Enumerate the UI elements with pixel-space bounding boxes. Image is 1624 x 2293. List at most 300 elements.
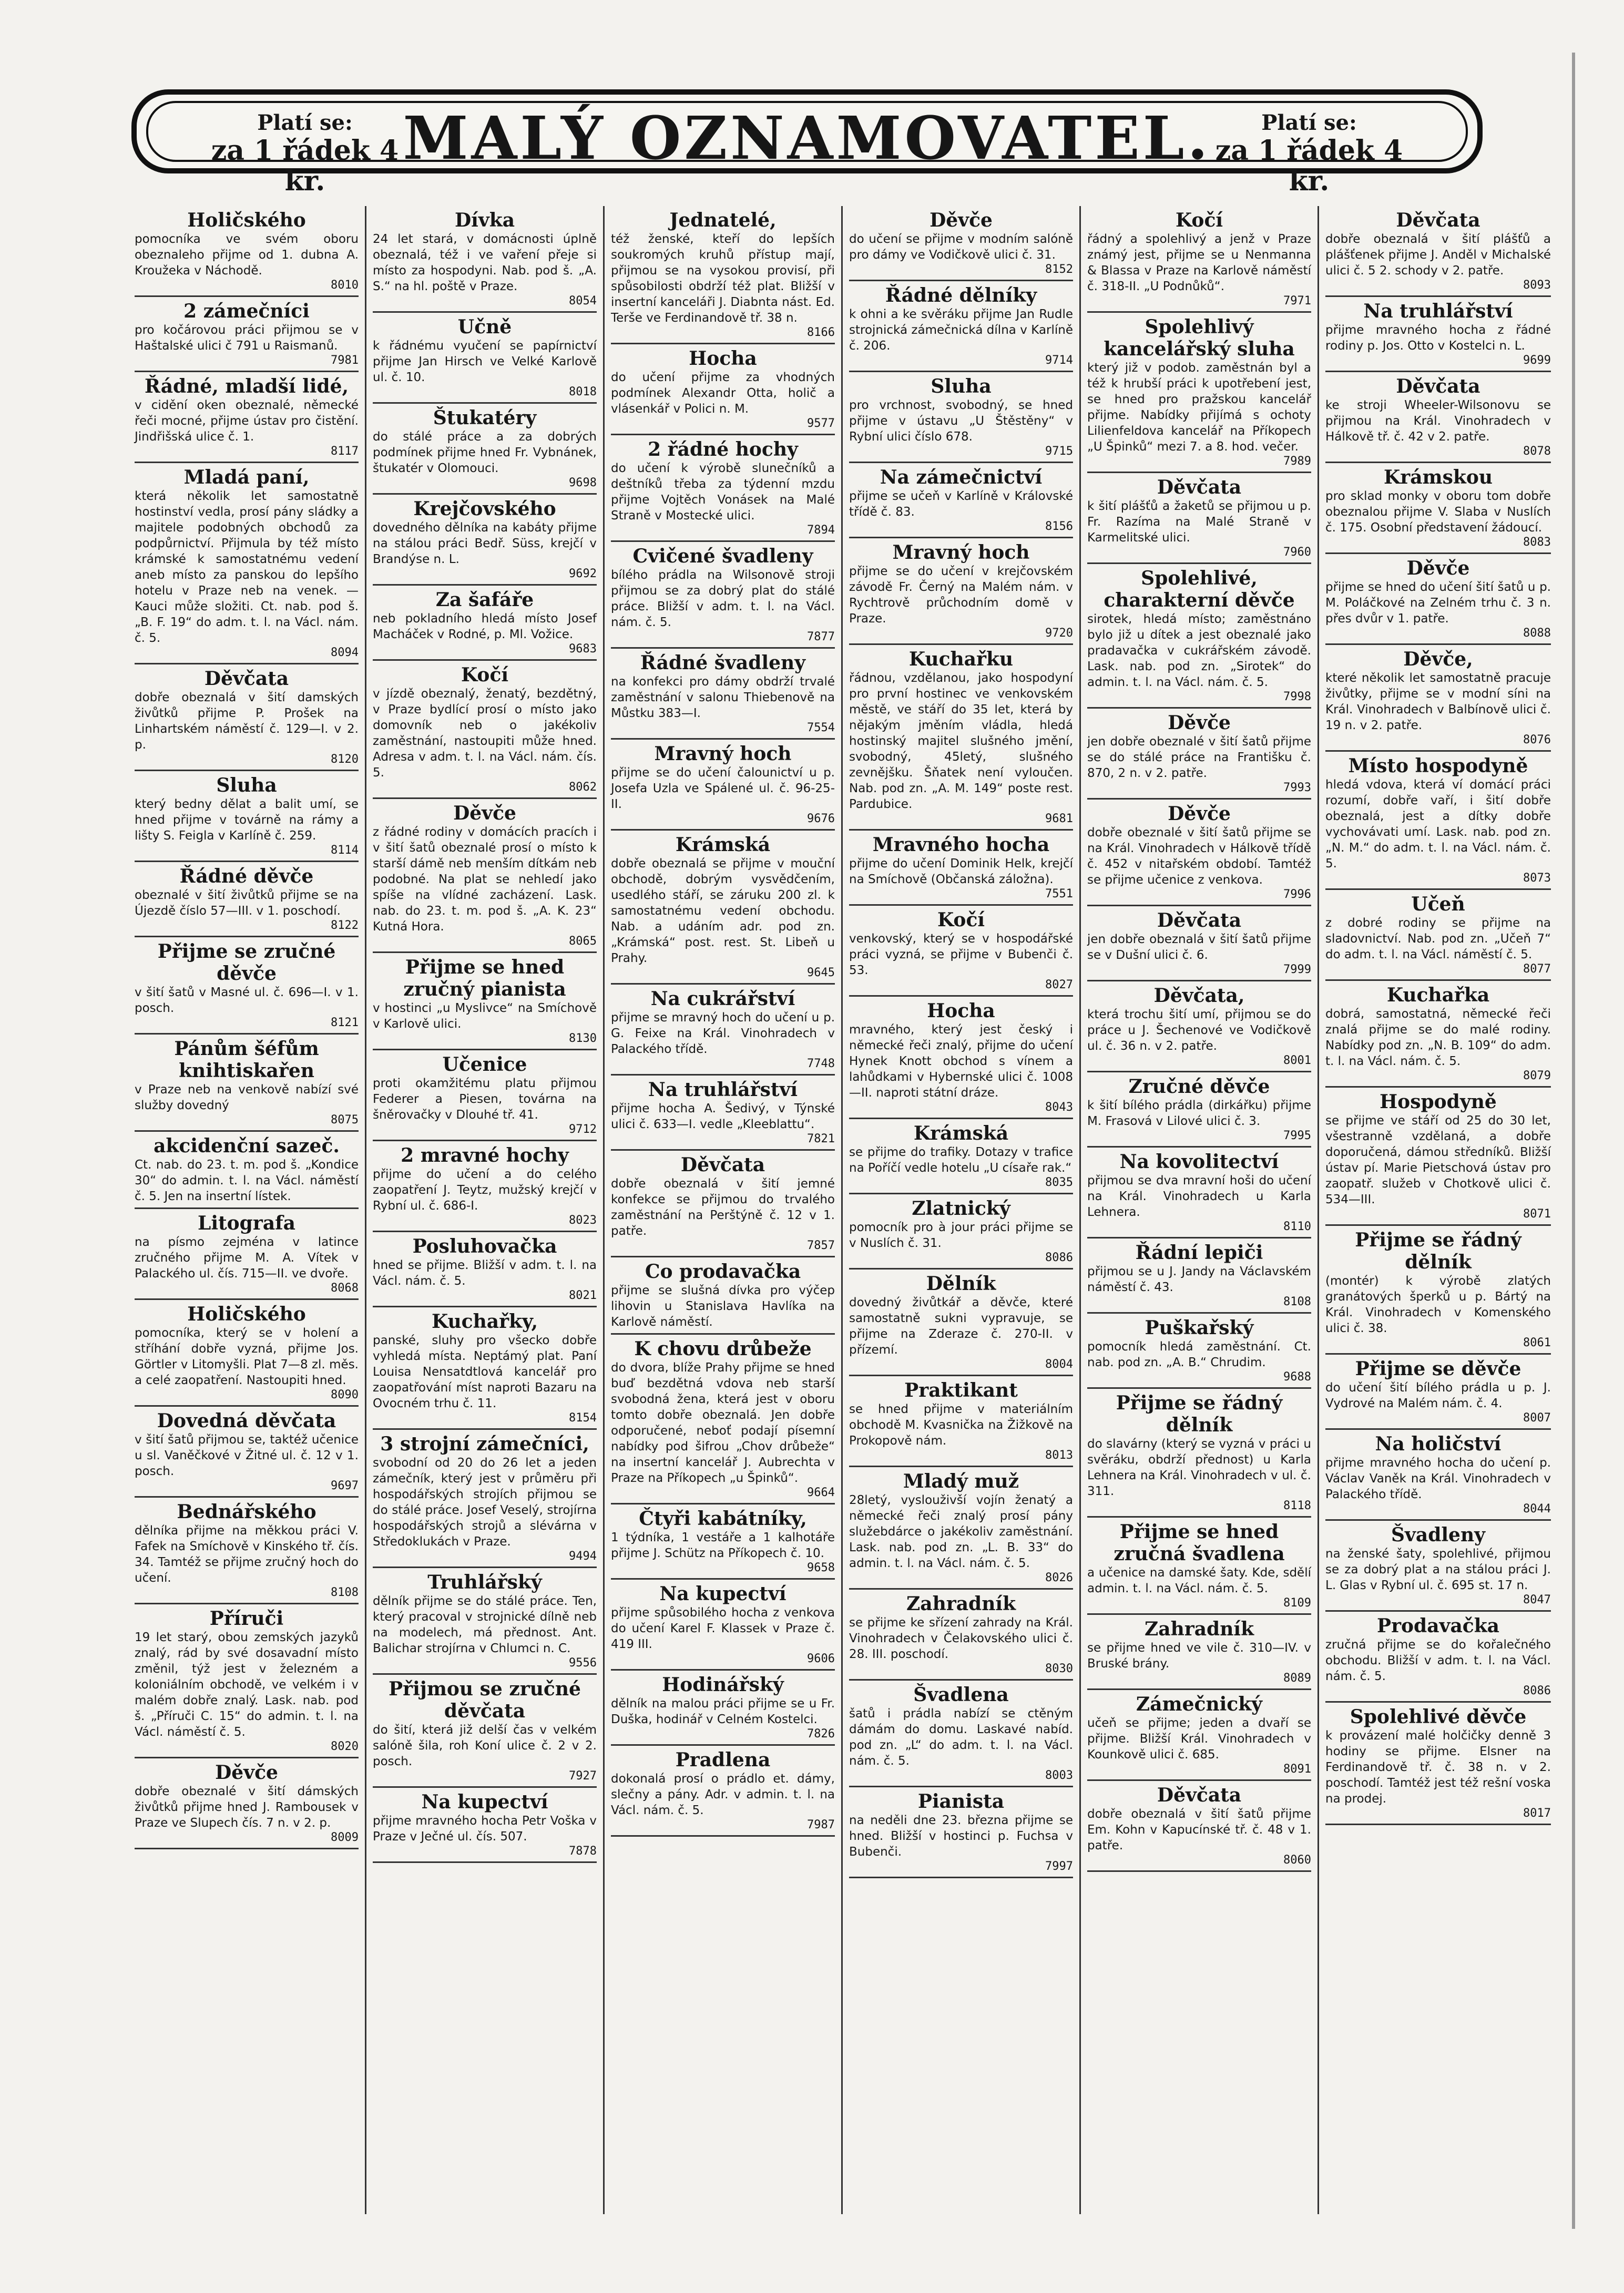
price-right-line1: Platí se: — [1261, 110, 1357, 135]
ad-body: která trochu šití umí, přijmou se do práce u J. Šechenové ve Vodičkově ul. č. 36 n. v 2. patře. — [1087, 1008, 1311, 1053]
ad-body: přijme se slušná dívka pro výčep lihovin u Stanislava Havlíka na Karlově náměstí. — [611, 1284, 835, 1329]
ad-heading: Děvčata — [204, 668, 289, 690]
ad-body: dokonalá prosí o prádlo et. dámy, slečny a pány. Adr. v admin. t. l. na Václ. nám. č. 5. — [611, 1772, 835, 1817]
ad-body: řádný a spolehlivý a jenž v Praze známý jest, přijme se u Nenmanna & Blassa v Praze na Karlově náměstí č. 318-II. „U Podnůků“. — [1087, 232, 1311, 293]
classified-ad — [849, 1681, 1073, 1787]
ad-body: 19 let starý, obou zemských jazyků znalý, rád by své dosavadní místo změnil, týž jest v železném a koloniálním obchodě, ve velkém i v malém dobře znalý. Lask. nab. pod š. „Příruči C. 15“ do admin. t. l. na Václ. náměstí č. 5. — [135, 1631, 359, 1739]
ad-heading: Přijme se řádný dělník — [1116, 1392, 1283, 1436]
classified-ad — [1087, 1072, 1311, 1148]
ad-number: 8004 — [1045, 1358, 1073, 1371]
ad-body: do učení k výrobě slunečníků a deštníků třeba za týdenní mzdu přijme Vojtěch Vonásek na Malé Straně v Mostecké ulici. — [611, 462, 835, 523]
classified-ad — [1325, 1355, 1551, 1430]
ad-number: 8091 — [1283, 1763, 1311, 1776]
classified-ad — [373, 1141, 597, 1232]
column-5 — [1081, 206, 1319, 2214]
classified-ad — [1087, 206, 1311, 313]
ad-heading: Sluha — [216, 774, 277, 796]
ad-number: 9606 — [807, 1652, 835, 1665]
ad-number: 7996 — [1283, 888, 1311, 901]
ad-heading: Přijme se hned zručný pianista — [403, 956, 566, 1000]
ad-body: zručná přijme se do kořalečného obchodu. Bližší v adm. t. l. na Václ. nám. č. 5. — [1325, 1638, 1551, 1683]
ad-body: se přijme ve stáří od 25 do 30 let, všestranně vzdělaná, a dobře doporučená, dámou středníků. Bližší ústav pí. Marie Pietschová ústav pro zaopatř. služeb v Chotkově ulici č. 534—III. — [1325, 1114, 1551, 1206]
column-4 — [843, 206, 1081, 2214]
classified-ad — [611, 1151, 835, 1257]
classified-ad — [611, 1580, 835, 1671]
ad-number: 8079 — [1523, 1069, 1551, 1082]
classified-ad — [849, 1787, 1073, 1878]
classified-ad — [849, 538, 1073, 645]
ad-number: 9688 — [1283, 1370, 1311, 1384]
ad-body: pomocníka, který se v holení a stříhání dobře vyzná, přijme Jos. Görtler v Litomyšli. Plat 7—8 zl. měs. a celé zaopatření. Nastoupiti hned. — [135, 1326, 359, 1387]
ad-number: 7987 — [807, 1818, 835, 1831]
ad-body: přijme se hned do učení šití šatů u p. M. Poláčkové na Zelném trhu č. 3 n. přes dvůr v 1. patře. — [1325, 580, 1551, 626]
ad-heading: Krámská — [913, 1122, 1009, 1144]
ad-number: 8003 — [1045, 1769, 1073, 1782]
ad-body: obeznalé v šití živůtků přijme se na Újezdě číslo 57—III. v 1. poschodí. — [135, 888, 359, 918]
ad-number: 7857 — [807, 1239, 835, 1252]
ad-number: 8001 — [1283, 1054, 1311, 1067]
ad-number: 7993 — [1283, 781, 1311, 794]
classified-ad — [1087, 981, 1311, 1072]
ad-number: 8018 — [569, 385, 597, 398]
ad-body: na neděli dne 23. března přijme se hned. Bližší v hostinci p. Fuchsa v Bubenči. — [849, 1814, 1073, 1859]
ad-body: dobře obeznalá v šití plášťů a plášťenek přijme J. Anděl v Michalské ulici č. 5 2. schody v 2. patře. — [1325, 232, 1551, 278]
column-1 — [128, 206, 366, 2214]
classified-ad — [373, 1430, 597, 1568]
ad-number: 8021 — [569, 1289, 597, 1302]
classified-ad — [135, 1407, 359, 1498]
ad-number: 8152 — [1045, 263, 1073, 276]
ad-body: hledá vdova, která ví domácí práci rozumí, dobře vaří, i šití dobře obeznalá, jest a dítky dobře vychovávati umí. Lask. nab. pod zn. „N. M.“ do adm. t. l. na Václ. nám. č. 5. — [1325, 778, 1551, 871]
ad-heading: Prodavačka — [1377, 1615, 1499, 1637]
ad-number: 8086 — [1045, 1251, 1073, 1264]
ad-number: 7960 — [1283, 546, 1311, 559]
ad-body: přijme hocha A. Šedivý, v Týnské ulici č. 633—I. vedle „Kleeblattu“. — [611, 1102, 835, 1131]
ad-number: 9645 — [807, 966, 835, 979]
ad-heading: Řádní lepiči — [1135, 1242, 1263, 1264]
ad-body: v jízdě obeznalý, ženatý, bezdětný, v Praze bydlící prosí o místo jako domovník neb o jakékoliv zaměstnání, nastoupiti může hned. Adresa v adm. t. l. na Václ. nám. čís. 5. — [373, 687, 597, 780]
ad-heading: Posluhovačka — [412, 1235, 557, 1257]
classified-ad — [849, 831, 1073, 906]
classified-ad — [1325, 463, 1551, 554]
classified-ad — [1325, 1226, 1551, 1355]
ad-heading: Hocha — [689, 347, 757, 370]
ad-body: k šití bílého prádla (dirkářku) přijme M. Frasová v Lilové ulici č. 3. — [1087, 1099, 1311, 1128]
ad-heading: Přijme se zručné děvče — [157, 940, 336, 985]
ad-number: 8027 — [1045, 978, 1073, 991]
ad-number: 8020 — [331, 1740, 359, 1753]
classified-ad — [611, 1257, 835, 1335]
classified-ad — [611, 1504, 835, 1580]
ad-heading: 2 zámečníci — [183, 300, 310, 322]
ad-body: z řádné rodiny v domácích pracích i v šití šatů obeznalé prosí o místo k starší dámě neb menším dítkám neb podobné. Na plat se nehledí jako spíše na vlídné zacházení. Lask. nab. do 23. t. m. pod š. „A. K. 23“ Kutná Hora. — [373, 825, 597, 934]
ad-number: 7877 — [807, 630, 835, 643]
classified-ad — [611, 1671, 835, 1746]
ad-body: přijme se mravný hoch do učení u p. G. Feixe na Král. Vinohradech v Palackého třídě. — [611, 1011, 835, 1056]
ad-number: 9556 — [569, 1656, 597, 1670]
ad-number: 8088 — [1523, 627, 1551, 640]
ad-body: pomocník pro à jour práci přijme se v Nuslích č. 31. — [849, 1221, 1073, 1250]
ad-heading: Na kovolitectví — [1119, 1151, 1279, 1173]
ad-body: sirotek, hledá místo; zaměstnáno bylo již u dítek a jest obeznalé jako pradavačka v cukrářském závodě. Lask. nab. pod zn. „Sirotek“ do admin. t. l. na Václ. nám. č. 5. — [1087, 612, 1311, 689]
ad-number: 8013 — [1045, 1449, 1073, 1462]
ad-heading: Pradlena — [675, 1749, 771, 1771]
ad-number: 8083 — [1523, 536, 1551, 549]
classified-ad — [611, 740, 835, 831]
ad-number: 8060 — [1283, 1854, 1311, 1867]
classified-ad — [1087, 564, 1311, 709]
ad-heading: Kuchařku — [908, 648, 1014, 670]
ad-number: 9712 — [569, 1123, 597, 1136]
classified-ad — [849, 1194, 1073, 1270]
classified-ad — [373, 1675, 597, 1788]
ad-heading: Kočí — [937, 909, 985, 931]
classified-ad — [849, 372, 1073, 463]
classified-ad — [373, 1307, 597, 1430]
classified-ad — [373, 495, 597, 586]
ad-heading: Zámečnický — [1136, 1693, 1263, 1715]
ad-heading: K chovu drůbeže — [634, 1338, 812, 1360]
ad-body: přijme mravného hocha do učení p. Václav Vaněk na Král. Vinohradech v Palackého třídě. — [1325, 1456, 1551, 1501]
ad-heading: Bednářského — [177, 1501, 316, 1523]
classified-ad — [611, 1076, 835, 1151]
ad-body: se přijme ke sřízení zahrady na Král. Vinohradech v Čelakovského ulici č. 28. III. poschodí. — [849, 1616, 1073, 1661]
ad-body: venkovský, který se v hospodářské práci vyzná, se přijme v Bubenči č. 53. — [849, 932, 1073, 977]
ad-body: přijme se do učení v krejčovském závodě Fr. Černý na Malém nám. v Rychtrově průchodním domě v Praze. — [849, 565, 1073, 626]
classified-ad — [1325, 890, 1551, 981]
classified-ad — [373, 313, 597, 404]
ad-number: 7971 — [1283, 294, 1311, 308]
ad-heading: Místo hospodyně — [1348, 755, 1528, 777]
ad-number: 9494 — [569, 1550, 597, 1563]
classified-ad — [1325, 1088, 1551, 1226]
masthead — [131, 89, 1483, 197]
ad-body: proti okamžitému platu přijmou Federer a Piesen, továrna na šněrovačky v Dlouhé tř. 41. — [373, 1077, 597, 1122]
ad-heading: Řádné, mladší lidé, — [144, 375, 349, 397]
ad-heading: Přijme se děvče — [1355, 1358, 1521, 1380]
ad-body: která několik let samostatně hostinství vedla, prosí pány sládky a majitele podobných obchodů za podpůrnictví. Přijmula by též místo krámské k samostatnému vedení aneb místo za panskou do lepšího hotelu v Praze neb na venek. — Kauci může složiti. Ct. nab. pod š. „B. F. 19“ do adm. t. l. na Václ. nám. č. 5. — [135, 489, 359, 645]
classified-ad — [135, 862, 359, 937]
classified-ad — [135, 372, 359, 463]
classified-ad — [849, 645, 1073, 831]
ad-number: 8061 — [1523, 1336, 1551, 1349]
classified-columns — [128, 206, 1559, 2214]
ad-heading: Švadlena — [913, 1684, 1009, 1706]
ad-heading: Na holičství — [1375, 1433, 1502, 1455]
ad-body: který již v podob. zaměstnán byl a též k hrubší práci k upotřebení jest, se hned pro pražskou kancelář přijme. Nabídky přijímá s ochoty Lilienfeldova kancelář na Příkopech „U Špinků“ mezi 7. a 8. hod. večer. — [1087, 361, 1311, 454]
ad-number: 8108 — [1283, 1295, 1311, 1308]
ad-heading: Sluha — [931, 375, 992, 397]
classified-ad — [1325, 981, 1551, 1088]
classified-ad — [1087, 1781, 1311, 1872]
ad-heading: Na kupectví — [659, 1583, 787, 1605]
ad-heading: Spolehlivý kancelářský sluha — [1104, 316, 1295, 360]
classified-ad — [1325, 1430, 1551, 1521]
classified-ad — [373, 206, 597, 313]
classified-ad — [1325, 206, 1551, 297]
ad-heading: Učenice — [442, 1053, 527, 1076]
classified-ad — [1325, 752, 1551, 890]
classified-ad — [1087, 473, 1311, 564]
ad-heading: Dělník — [926, 1273, 996, 1295]
ad-heading: Příruči — [209, 1608, 284, 1630]
ad-heading: Švadleny — [1391, 1524, 1486, 1546]
page-edge-shadow — [1572, 53, 1575, 2229]
ad-heading: Spolehlivé děvče — [1350, 1706, 1527, 1728]
ad-body: pomocníka ve svém oboru obeznaleho přijme od 1. dubna A. Kroužeka v Náchodě. — [135, 232, 359, 278]
ad-heading: Učně — [457, 316, 512, 338]
ad-body: ke stroji Wheeler-Wilsonovu se přijmou na Král. Vinohradech v Hálkově tř. č. 42 v 2. patře. — [1325, 398, 1551, 444]
classified-ad — [849, 1376, 1073, 1467]
ad-heading: Praktikant — [904, 1379, 1018, 1401]
ad-body: do učení se přijme v modním salóně pro dámy ve Vodičkově ulici č. 31. — [849, 232, 1073, 262]
ad-heading: Na truhlářství — [648, 1079, 798, 1101]
ad-body: přijme mravného hocha z řádné rodiny p. Jos. Otto v Kostelci n. L. — [1325, 323, 1551, 353]
classified-ad — [611, 1335, 835, 1504]
ad-heading: Učeň — [1411, 893, 1465, 915]
ad-heading: Na cukrářství — [650, 988, 795, 1010]
ad-heading: akcidenční sazeč. — [154, 1135, 340, 1157]
ad-body: k šití plášťů a žaketů se přijmou u p. Fr. Razíma na Malé Straně v Karmelitské ulici. — [1087, 499, 1311, 545]
classified-ad — [849, 206, 1073, 281]
ad-number: 8154 — [569, 1411, 597, 1425]
ad-body: přijme se učeň v Karlíně v Královské třídě č. 83. — [849, 489, 1073, 519]
ad-number: 9676 — [807, 812, 835, 825]
classified-ad — [611, 542, 835, 649]
classified-ad — [135, 1498, 359, 1604]
ad-body: na písmo zejména v latince zručného přijme M. A. Vítek v Palackého ul. čís. 715—II. ve dvoře. — [135, 1235, 359, 1281]
ad-heading: Na zámečnictví — [880, 466, 1043, 488]
ad-number: 8094 — [331, 646, 359, 659]
ad-heading: Řádné děvče — [179, 865, 314, 887]
ad-heading: Cvičené švadleny — [632, 545, 813, 567]
ad-heading: Děvče — [453, 802, 516, 824]
ad-body: dovedný živůtkář a děvče, které samostatně sukni vypravuje, se přijme na Zderaze č. 270-II. v přízemí. — [849, 1296, 1073, 1357]
ad-body: na konfekci pro dámy obdrží trvalé zaměstnání v salonu Thiebenově na Můstku 383—I. — [611, 675, 835, 720]
classified-ad — [1087, 1690, 1311, 1781]
classified-ad — [1087, 709, 1311, 800]
ad-heading: Děvče, — [1403, 648, 1473, 670]
ad-number: 8109 — [1283, 1596, 1311, 1610]
classified-ad — [849, 463, 1073, 538]
ad-number: 9698 — [569, 476, 597, 489]
classified-ad — [1325, 1612, 1551, 1703]
ad-body: 28letý, vyslouživší vojín ženatý a německé řeči znalý prosí pány služebdárce o jakékoliv zaměstnání. Lask. nab. pod zn. „L. B. 33“ do admin. t. l. na Václ. nám. č. 5. — [849, 1493, 1073, 1570]
ad-body: v Praze neb na venkově nabízí své služby dovedný — [135, 1083, 359, 1112]
classified-ad — [373, 1788, 597, 1863]
ad-number: 8071 — [1523, 1207, 1551, 1221]
ad-body: dělník na malou práci přijme se u Fr. Duška, hodinář v Celném Kostelci. — [611, 1697, 835, 1726]
ad-heading: Děvčata — [1396, 375, 1480, 397]
classified-ad — [1325, 372, 1551, 463]
ad-body: bílého prádla na Wilsonově stroji přijmou se za dobrý plat do stálé práce. Bližší v adm. t. l. na Václ. nám. č. 5. — [611, 568, 835, 629]
classified-ad — [1087, 1238, 1311, 1314]
ad-number: 8118 — [1283, 1499, 1311, 1512]
ad-body: dobrá, samostatná, německé řeči znalá přijme se do malé rodiny. Nabídky pod zn. „N. B. 109“ do adm. t. l. na Václ. nám. č. 5. — [1325, 1007, 1551, 1068]
classified-ad — [135, 206, 359, 297]
ad-number: 8110 — [1283, 1220, 1311, 1233]
ad-heading: Řádné dělníky — [885, 284, 1037, 306]
classified-ad — [611, 435, 835, 542]
classified-ad — [135, 463, 359, 664]
ad-number: 8078 — [1523, 445, 1551, 458]
classified-ad — [849, 1467, 1073, 1590]
ad-number: 8108 — [331, 1586, 359, 1599]
ad-number: 7554 — [807, 721, 835, 734]
ad-body: přijme spůsobilého hocha z venkova do učení Karel F. Klassek v Praze č. 419 III. — [611, 1606, 835, 1651]
ad-body: panské, sluhy pro všecko dobře vyhledá místa. Neptámý plat. Paní Louisa Nensatdtlová kancelář pro zaopatřování míst naproti Bazaru na Ovocném trhu č. 11. — [373, 1334, 597, 1410]
classified-ad — [373, 1568, 597, 1675]
ad-number: 7878 — [569, 1845, 597, 1858]
classified-ad — [1087, 1314, 1311, 1389]
ad-heading: Spolehlivé, charakterní děvče — [1104, 567, 1295, 611]
classified-ad — [611, 1746, 835, 1837]
classified-ad — [373, 799, 597, 953]
ad-number: 8117 — [331, 445, 359, 458]
ad-body: neb pokladního hledá místo Josef Macháček v Rodné, p. Ml. Vožice. — [373, 612, 597, 641]
ad-body: svobodní od 20 do 26 let a jeden zámečník, který jest v průměru při hospodářských strojích přijmou se do stálé práce. Josef Veselý, strojírna hospodářských strojů a slévárna v Středoklukách v Praze. — [373, 1456, 597, 1549]
ad-body: a učenice na damské šaty. Kde, sdělí admin. t. l. na Václ. nám. č. 5. — [1087, 1566, 1311, 1595]
ad-body: jen dobře obeznalá v šití šatů přijme se v Dušní ulici č. 6. — [1087, 933, 1311, 962]
ad-heading: Kuchařka — [1386, 984, 1490, 1006]
ad-number: 8073 — [1523, 872, 1551, 885]
ad-number: 8090 — [331, 1388, 359, 1401]
ad-heading: Zahradník — [1144, 1618, 1254, 1640]
ad-heading: Děvče — [215, 1762, 278, 1784]
classified-ad — [135, 297, 359, 372]
ad-heading: Děvčata — [680, 1154, 765, 1176]
column-2 — [366, 206, 605, 2214]
ad-number: 9681 — [1045, 812, 1073, 825]
ad-body: dobře obeznalá v šití damských živůtků přijme P. Prošek na Linhartském náměstí č. 129—I. v 2. p. — [135, 691, 359, 752]
ad-heading: Pánům šéfům knihtiskařen — [174, 1038, 319, 1082]
ad-heading: Děvčata — [1157, 476, 1242, 498]
ad-number: 8086 — [1523, 1684, 1551, 1697]
ad-heading: Řádné švadleny — [640, 652, 806, 674]
ad-body: v šití šatů v Masné ul. č. 696—I. v 1. posch. — [135, 986, 359, 1015]
ad-body: k ohni a ke svěráku přijme Jan Rudle strojnická zámečnická dílna v Karlíně č. 206. — [849, 308, 1073, 353]
classified-ad — [135, 1209, 359, 1300]
classified-ad — [1087, 313, 1311, 473]
ad-number: 8054 — [569, 294, 597, 308]
classified-ad — [373, 1050, 597, 1141]
ad-body: do učení šití bílého prádla u p. J. Vydrové na Malém nám. č. 4. — [1325, 1381, 1551, 1410]
classified-ad — [1325, 1521, 1551, 1612]
ad-body: učeň se přijme; jeden a dvaří se přijme. Bližší Král. Vinohradech v Kounkově ulici č. 685. — [1087, 1716, 1311, 1762]
ad-heading: Mladá paní, — [183, 466, 310, 488]
ad-number: 7999 — [1283, 963, 1311, 976]
ad-body: Ct. nab. do 23. t. m. pod š. „Kondice 30“ do admin. t. l. na Václ. náměstí č. 5. Jen na insertní lístek. — [135, 1158, 359, 1203]
ad-heading: Dívka — [454, 209, 515, 231]
ad-body: se přijme hned ve vile č. 310—IV. v Bruské brány. — [1087, 1641, 1311, 1671]
classified-ad — [373, 586, 597, 661]
classified-ad — [1325, 1703, 1551, 1825]
ad-body: dobře obeznalá v šití jemné konfekce se přijmou do trvalého zaměstnání na Perštýně č. 12 v 1. patře. — [611, 1177, 835, 1238]
ad-body: dobře obeznalá se přijme v mouční obchodě, dobrým vysvědčením, usedlého stáří, se záruku 200 zl. k samostatnému vedení obchodu. Nab. a udáním adr. pod zn. „Krámská“ post. rest. St. Libeň u Prahy. — [611, 857, 835, 965]
ad-body: na ženské šaty, spolehlivé, přijmou se za dobrý plat a na stálou práci J. L. Glas v Rybní ul. č. 695 st. 17 n. — [1325, 1547, 1551, 1592]
ad-number: 8026 — [1045, 1571, 1073, 1584]
ad-number: 8068 — [331, 1282, 359, 1295]
ad-number: 8062 — [569, 781, 597, 794]
classified-ad — [849, 1270, 1073, 1376]
ad-heading: Děvče — [1406, 557, 1470, 579]
ad-number: 9714 — [1045, 354, 1073, 367]
classified-ad — [135, 1132, 359, 1209]
ad-body: šatů i prádla nabízí se ctěným dámám do domu. Laskavé nabíd. pod zn. „L“ do adm. t. l. na Václ. nám. č. 5. — [849, 1707, 1073, 1768]
ad-body: přijmou se u J. Jandy na Václavském náměstí č. 43. — [1087, 1265, 1311, 1294]
ad-heading: Krámskou — [1383, 466, 1493, 488]
ad-number: 8065 — [569, 935, 597, 948]
ad-body: též ženské, kteří do lepších soukromých kruhů přístup mají, přijmou se na vysokou provisí, při spůsobilosti obdrží též plat. Bližší v insertní kanceláři J. Diabnta nást. Ed. Terše ve Ferdinandově tř. 38 n. — [611, 232, 835, 325]
ad-number: 8010 — [331, 279, 359, 292]
ad-body: do učení přijme za vhodných podmínek Alexandr Otta, holič a vlásenkář v Polici n. M. — [611, 371, 835, 416]
ad-number: 7894 — [807, 524, 835, 537]
ad-number: 9683 — [569, 642, 597, 656]
ad-number: 8156 — [1045, 520, 1073, 533]
ad-heading: Mravného hocha — [872, 834, 1050, 856]
ad-body: přijmou se dva mravní hoši do učení na Král. Vinohradech u Karla Lehnera. — [1087, 1174, 1311, 1219]
ad-heading: Přijmou se zručné děvčata — [389, 1678, 581, 1722]
ad-body: v cidění oken obeznalé, německé řeči mocné, přijme ústav pro čistění. Jindřišská ulice č. 1. — [135, 398, 359, 444]
ad-number: 8089 — [1283, 1672, 1311, 1685]
ad-body: přijme se do učení čalounictví u p. Josefa Uzla ve Spálené ul. č. 96-25-II. — [611, 766, 835, 811]
ad-body: dobře obeznalá v šití šatů přijme Em. Kohn v Kapucínské tř. č. 48 v 1. patře. — [1087, 1807, 1311, 1852]
column-6 — [1319, 206, 1557, 2214]
ad-body: přijme mravného hocha Petr Voška v Praze v Ječné ul. čís. 507. — [373, 1814, 597, 1844]
ad-number: 9577 — [807, 417, 835, 430]
ad-body: dobře obeznalé v šití šatů přijme se na Král. Vinohradech v Hálkově třídě č. 452 v nitařském období. Tamtéž se přijme učenice z venkova. — [1087, 826, 1311, 887]
column-3 — [605, 206, 843, 2214]
ad-number: 8007 — [1523, 1411, 1551, 1425]
ad-heading: Přijme se hned zručná švadlena — [1114, 1521, 1285, 1565]
ad-body: (montér) k výrobě zlatých granátových šperků u p. Bártý na Král. Vinohradech v Komenského ulici č. 38. — [1325, 1274, 1551, 1335]
classified-ad — [135, 771, 359, 862]
ad-heading: Mravný hoch — [654, 743, 792, 765]
ad-number: 8035 — [1045, 1176, 1073, 1189]
ad-number: 7989 — [1283, 455, 1311, 468]
ad-number: 8017 — [1523, 1807, 1551, 1820]
ad-body: v šití šatů přijmou se, taktéž učenice u sl. Vaněčkové v Žitné ul. č. 12 v 1. posch. — [135, 1433, 359, 1478]
ad-number: 8130 — [569, 1032, 597, 1045]
ad-heading: Čtyři kabátníky, — [639, 1508, 807, 1530]
ad-heading: 2 mravné hochy — [401, 1144, 569, 1166]
ad-body: mravného, který jest český i německé řeči znalý, přijme do učení Hynek Knott obchod s vínem a lahůdkami v Hybernské ulici č. 1008—II. naproti státní dráze. — [849, 1023, 1073, 1100]
ad-number: 9715 — [1045, 445, 1073, 458]
ad-heading: Dovedná děvčata — [157, 1410, 336, 1432]
ad-body: do stálé práce a za dobrých podmínek přijme hned Fr. Vybnánek, štukatér v Olomouci. — [373, 430, 597, 475]
classified-ad — [849, 1119, 1073, 1194]
ad-body: dobře obeznalé v šití dámských živůtků přijme hned J. Rambousek v Praze ve Slupech čís. 7 n. v 2. p. — [135, 1785, 359, 1830]
classified-ad — [1325, 554, 1551, 645]
classified-ad — [135, 937, 359, 1035]
ad-heading: Holičského — [187, 209, 306, 231]
ad-number: 8166 — [807, 326, 835, 339]
ad-heading: Zahradník — [906, 1593, 1016, 1615]
ad-heading: 2 řádné hochy — [648, 438, 798, 460]
price-left-line1: Platí se: — [257, 110, 353, 135]
classified-ad — [1087, 800, 1311, 906]
ad-number: 9697 — [331, 1479, 359, 1492]
classified-ad — [849, 1590, 1073, 1681]
ad-heading: Přijme se řádný dělník — [1355, 1229, 1521, 1273]
ad-number: 9692 — [569, 567, 597, 580]
ad-body: z dobré rodiny se přijme na sladovnictví. Nab. pod zn. „Učeň 7“ do adm. t. l. na Václ. náměstí č. 5. — [1325, 916, 1551, 961]
ad-body: dělník přijme se do stálé práce. Ten, který pracoval v strojnické dílně neb na modelech, má přednost. Ant. Balichar strojírna v Chlumci n. C. — [373, 1594, 597, 1655]
ad-body: se hned přijme v materiálním obchodě M. Kvasnička na Žižkově na Prokopově nám. — [849, 1403, 1073, 1448]
ad-number: 9664 — [807, 1486, 835, 1499]
ad-heading: Zlatnický — [912, 1197, 1010, 1220]
classified-ad — [611, 206, 835, 344]
